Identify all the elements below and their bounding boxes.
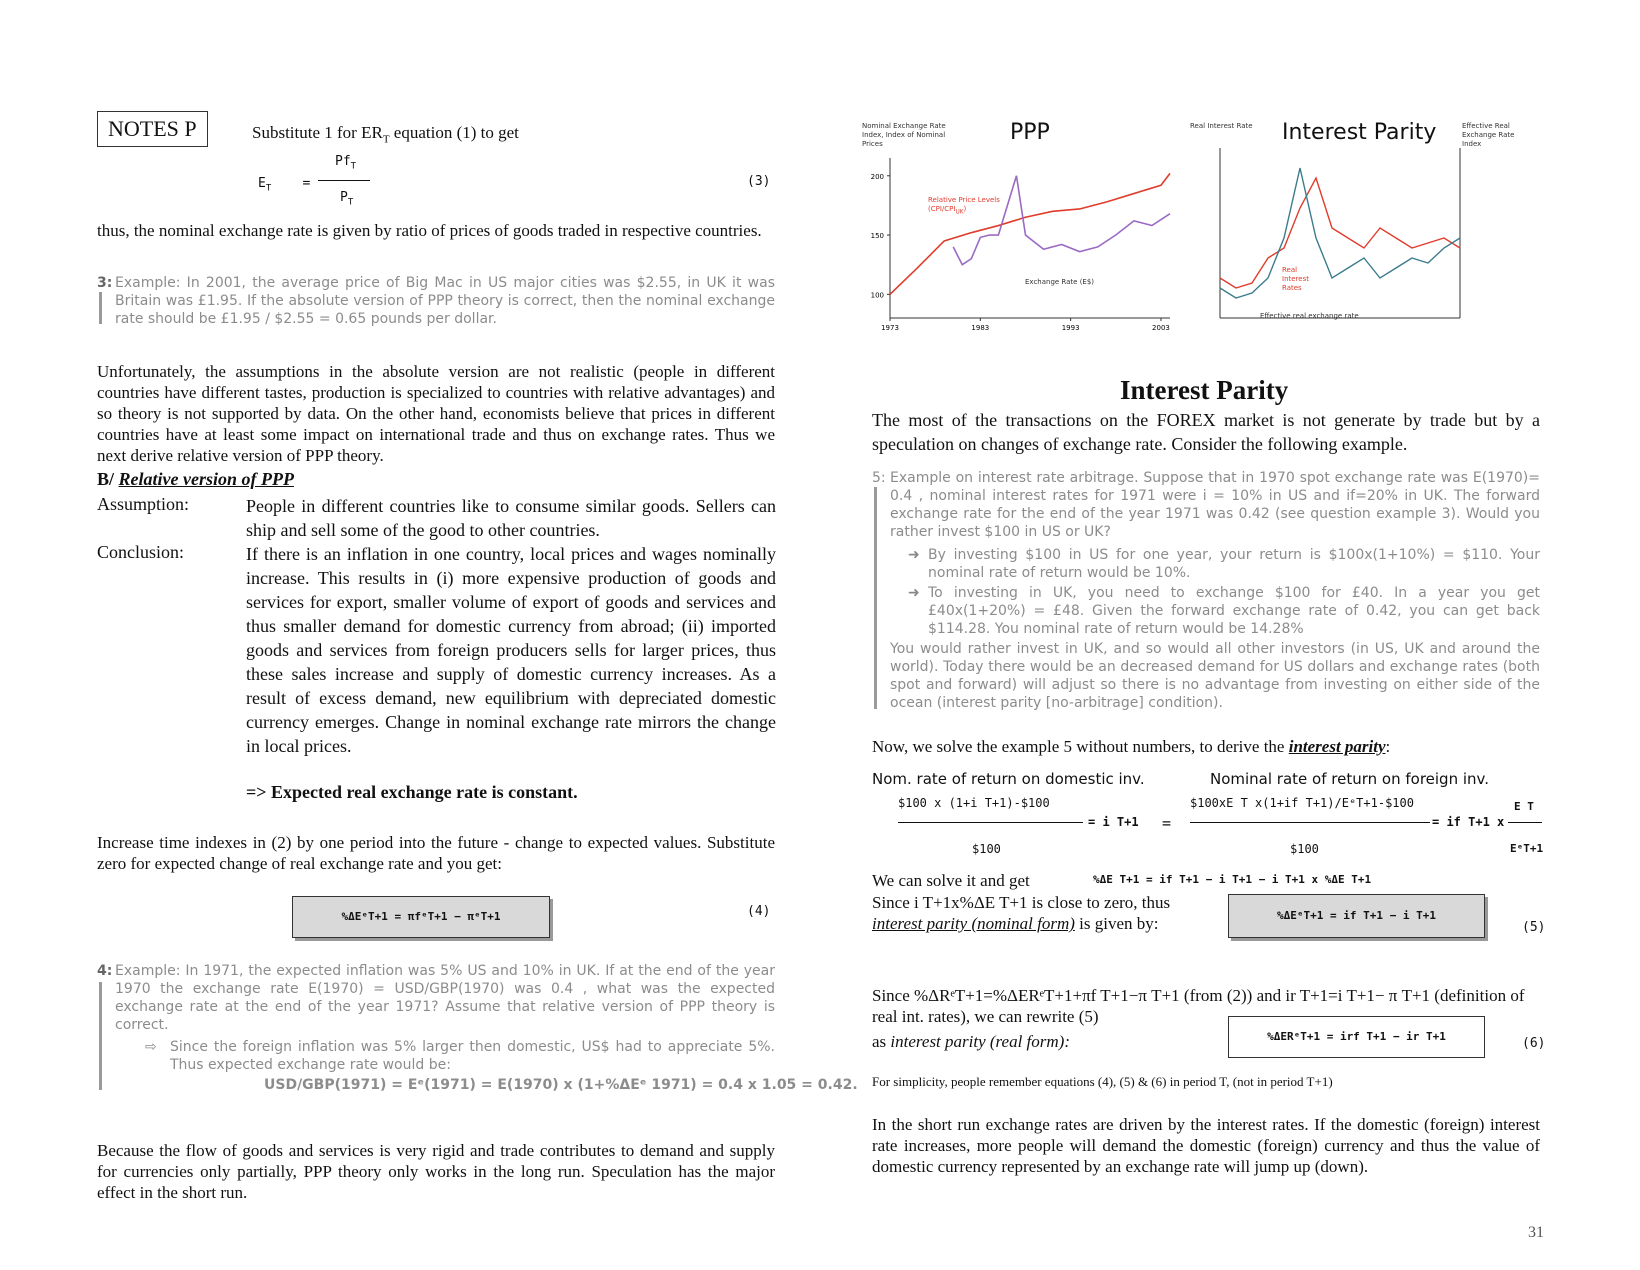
since1-text: Since i T+1x%ΔE T+1 is close to zero, thus: [872, 893, 1171, 912]
eq4-text: %ΔEᵉT+1 = πfᵉT+1 − πᵉT+1: [341, 910, 501, 923]
interest-parity-intro: The most of the transactions on the FOREX market is not generate by trade but by a speculation on changes of exchange rate. Consider the following example.: [872, 410, 1540, 454]
eq4-number: (4): [747, 904, 771, 919]
since2-italic: interest parity (real form):: [890, 1032, 1070, 1051]
ex5-arrow1-icon: ➜: [908, 547, 920, 563]
frac3-denominator: EᵉT+1: [1510, 842, 1544, 855]
eq3-lhs: $E_T$ =: [258, 176, 311, 194]
section-b-label: B/: [97, 469, 115, 489]
eq3-numerator: $Pf_T$: [335, 154, 357, 172]
ex4-label: 4:: [97, 963, 113, 979]
eq5-box: [1228, 894, 1485, 938]
eq6-box: [1228, 1016, 1485, 1058]
ppp-y-tick-label: 150: [870, 232, 884, 241]
eq5-number: (5): [1522, 920, 1546, 935]
ppp-y-tick-label: 100: [870, 291, 884, 300]
ex3-bar: [99, 292, 102, 324]
ppp-x-tick-label: 2003: [1152, 324, 1170, 332]
frac2-denominator: $100: [1290, 842, 1319, 856]
ip-series1-label: Real Interest Rates: [1282, 266, 1309, 292]
frac2-bar: [1190, 822, 1430, 823]
ip-chart: [1190, 118, 1550, 348]
ex3-text: Example: In 2001, the average price of Big Mac in US major cities was $2.55, in UK it was Britain was £1.95. If the absolute version of PPP theory is correct, then the nominal exchange rate should be £1.95 / $2.55 = 0.65 pounds per dollar.: [115, 275, 775, 327]
eq5-text: %ΔEᵉT+1 = if T+1 − i T+1: [1277, 909, 1436, 922]
section-b-heading: [97, 469, 294, 490]
ex5-label: 5:: [872, 470, 886, 486]
conclusion-label: Conclusion:: [97, 542, 185, 562]
ip-ylabel-right: Effective Real Exchange Rate Index: [1462, 122, 1515, 148]
ip-title: Interest Parity: [1282, 120, 1437, 145]
nom-domestic-label: Nom. rate of return on domestic inv.: [872, 770, 1145, 788]
solve-equation: %ΔE T+1 = if T+1 − i T+1 − i T+1 x %ΔE T+1: [1093, 873, 1372, 886]
ppp-x-tick-label: 1983: [971, 324, 990, 332]
ip-series-line-1: [1220, 178, 1460, 288]
frac1-denominator: $100: [972, 842, 1001, 856]
ppp-y-tick-label: 200: [870, 172, 884, 181]
ppp-x-tick-label: 1973: [881, 324, 899, 332]
ip-series2-label: Effective real exchange rate: [1260, 312, 1359, 320]
since2-line3: [872, 1031, 1070, 1052]
conclusion-text: If there is an inflation in one country, local prices and wages nominally increase. This results in (i) more expensive production of goods and services for export, smaller volume of export of goods and services and thus smaller demand for domestic currency from abroad; (ii) imported goods and services from foreign producers sells for larger prices, thus these sales increase and supply of domestic currency increases. As a result of excess demand, new equilibrium with depreciated domestic currency emerges. Change in nominal exchange rate mirrors the change in local prices.: [246, 544, 776, 756]
ex5-tail: You would rather invest in UK, and so would all other investors (in US, UK and around the world). Today there would be an decreased demand for US dollars and exchange rates (both spot and forward) will adjust so there is no advantage from investing on either side of the ocean (interest parity [no-arbitrage] condition).: [890, 641, 1540, 711]
equals-sign: =: [1162, 814, 1172, 832]
increase-paragraph: Increase time indexes in (2) by one period into the future - change to expected values. Substitute zero for expected change of real exchange rate and you get:: [97, 833, 775, 873]
frac1-numerator: $100 x (1+i T+1)-$100: [898, 796, 1050, 810]
now-text: Now, we solve the example 5 without numbers, to derive the: [872, 737, 1285, 756]
unfortunately-paragraph: Unfortunately, the assumptions in the absolute version are not realistic (people in different countries have different tastes, production is specialized to countries with relative advantages) and so theory is not supported by data. On the other hand, economists believe that prices in different countries have at least some impact on international trade and thus on exchange rates. Thus we next derive relative version of PPP theory.: [97, 362, 775, 465]
section-b-title: Relative version of PPP: [118, 469, 294, 489]
ex5-arrow2-icon: ➜: [908, 585, 920, 601]
ex3-label: 3:: [97, 275, 113, 291]
eq3-fraction-bar: [318, 180, 370, 181]
ppp-series2-label: Exchange Rate (E$): [1025, 278, 1095, 286]
ex4-formula: USD/GBP(1971) = Eᵉ(1971) = E(1970) x (1+%ΔEᵉ 1971) = 0.4 x 1.05 = 0.42.: [264, 1077, 858, 1093]
ex4-arrow-icon: ⇨: [145, 1039, 157, 1055]
since1-italic: interest parity (nominal form): [872, 914, 1075, 933]
now-line: [872, 736, 1390, 757]
ppp-x-tick-label: 1993: [1061, 324, 1080, 332]
ppp-series-line-1: [890, 173, 1170, 294]
intro-text: Substitute 1 for ER: [252, 123, 383, 142]
ppp-series1-label: Relative Price Levels $(CPI/CPI_{UK})$: [928, 196, 1000, 216]
eq3-number: (3): [747, 174, 771, 189]
short-run-paragraph: In the short run exchange rates are driven by the interest rates. If the domestic (foreign) interest rate increases, more people will demand the domestic (foreign) currency and thus the value of domestic currency represented by an exchange rate will jump up (down).: [872, 1115, 1540, 1176]
frac2-result: = if T+1 x: [1432, 815, 1505, 829]
nom-foreign-label: Nominal rate of return on foreign inv.: [1210, 770, 1490, 788]
ppp-ylabel: Nominal Exchange Rate Index, Index of Nominal Prices: [862, 122, 946, 148]
frac3-bar: [1508, 822, 1542, 823]
ppp-series-line-2: [953, 176, 1170, 265]
ppp-title: PPP: [1010, 120, 1050, 145]
assumption-text: People in different countries like to consume similar goods. Sellers can ship and sell some of the good to other countries.: [246, 496, 776, 540]
eq6-text: %ΔERᵉT+1 = irf T+1 − ir T+1: [1267, 1030, 1446, 1043]
frac1-bar: [898, 822, 1083, 823]
eq6-number: (6): [1522, 1036, 1546, 1051]
since2-text: Since %ΔRᵉT+1=%ΔERᵉT+1+πf T+1−π T+1 (from (2)) and ir T+1=i T+1− π T+1 (definition of real int. rates), we can rewrite (5): [872, 986, 1525, 1026]
frac2-numerator: $100xE T x(1+if T+1)/EᵉT+1-$100: [1190, 796, 1414, 810]
ex4-bullet: Since the foreign inflation was 5% larger then domestic, US$ had to appreciate 5%. Thus expected exchange rate would be:: [170, 1039, 775, 1073]
intro-line: [252, 122, 519, 150]
ex4-text: Example: In 1971, the expected inflation was 5% US and 10% in UK. If at the end of the year 1970 the exchange rate E(1970) = USD/GBP(1970) was 0.4 , what was the expected exchange rate at the end of the year 1971? Assume that relative version of PPP theory is correct.: [115, 963, 775, 1033]
frac1-result: = i T+1: [1088, 815, 1139, 829]
intro-rest: equation (1) to get: [389, 123, 519, 142]
notes-label: NOTES P: [97, 111, 208, 147]
eq4-box: [292, 896, 550, 938]
conclusion-bold: => Expected real exchange rate is constant.: [246, 782, 578, 802]
because-paragraph: Because the flow of goods and services is very rigid and trade contributes to demand and supply for currencies only partially, PPP theory only works in the long run. Speculation has the major effect in the short run.: [97, 1141, 775, 1202]
interest-parity-heading: Interest Parity: [1120, 375, 1289, 405]
ex5-bullet2: To investing in UK, you need to exchange $100 for £40. In a year you get £40x(1+20%) = £48. Given the forward exchange rate of 0.42, you can get back $114.28. You nominal rate of return would be 14.28%: [928, 585, 1540, 637]
ppp-plot: [860, 118, 1210, 348]
ex4-bar: [99, 982, 102, 1090]
eq3-denominator: $P_T$: [340, 190, 354, 208]
assumption-label: Assumption:: [97, 494, 190, 514]
since2-as: as: [872, 1032, 887, 1051]
thus-paragraph: thus, the nominal exchange rate is given by ratio of prices of goods traded in respective countries.: [97, 221, 762, 240]
ppp-chart: [860, 118, 1210, 348]
ex5-bullet1: By investing $100 in US for one year, your return is $100x(1+10%) = $110. Your nominal rate of return would be 10%.: [928, 547, 1540, 581]
page-number: 31: [1528, 1224, 1544, 1241]
now-end: :: [1385, 737, 1391, 756]
ex5-bar: [874, 487, 877, 709]
since1-end: is given by:: [1074, 914, 1159, 933]
solve-text: We can solve it and get: [872, 871, 1030, 890]
now-italic: interest parity: [1288, 737, 1386, 756]
intro-sub: T: [382, 133, 390, 146]
ip-plot: [1190, 118, 1550, 348]
ip-ylabel-left: Real Interest Rate: [1190, 122, 1253, 130]
frac3-numerator: E T: [1514, 800, 1534, 813]
since1-line2: [872, 913, 1158, 934]
simplicity-note: For simplicity, people remember equations (4), (5) & (6) in period T, (not in period T+1): [872, 1074, 1333, 1089]
ex5-text: Example on interest rate arbitrage. Suppose that in 1970 spot exchange rate was E(1970)= 0.4 , nominal interest rates for 1971 were i = 10% in US and if=20% in UK. The forward exchange rate for the end of the year 1971 was 0.42 (see question example 3). Would you rather invest $100 in US or UK?: [890, 470, 1540, 540]
